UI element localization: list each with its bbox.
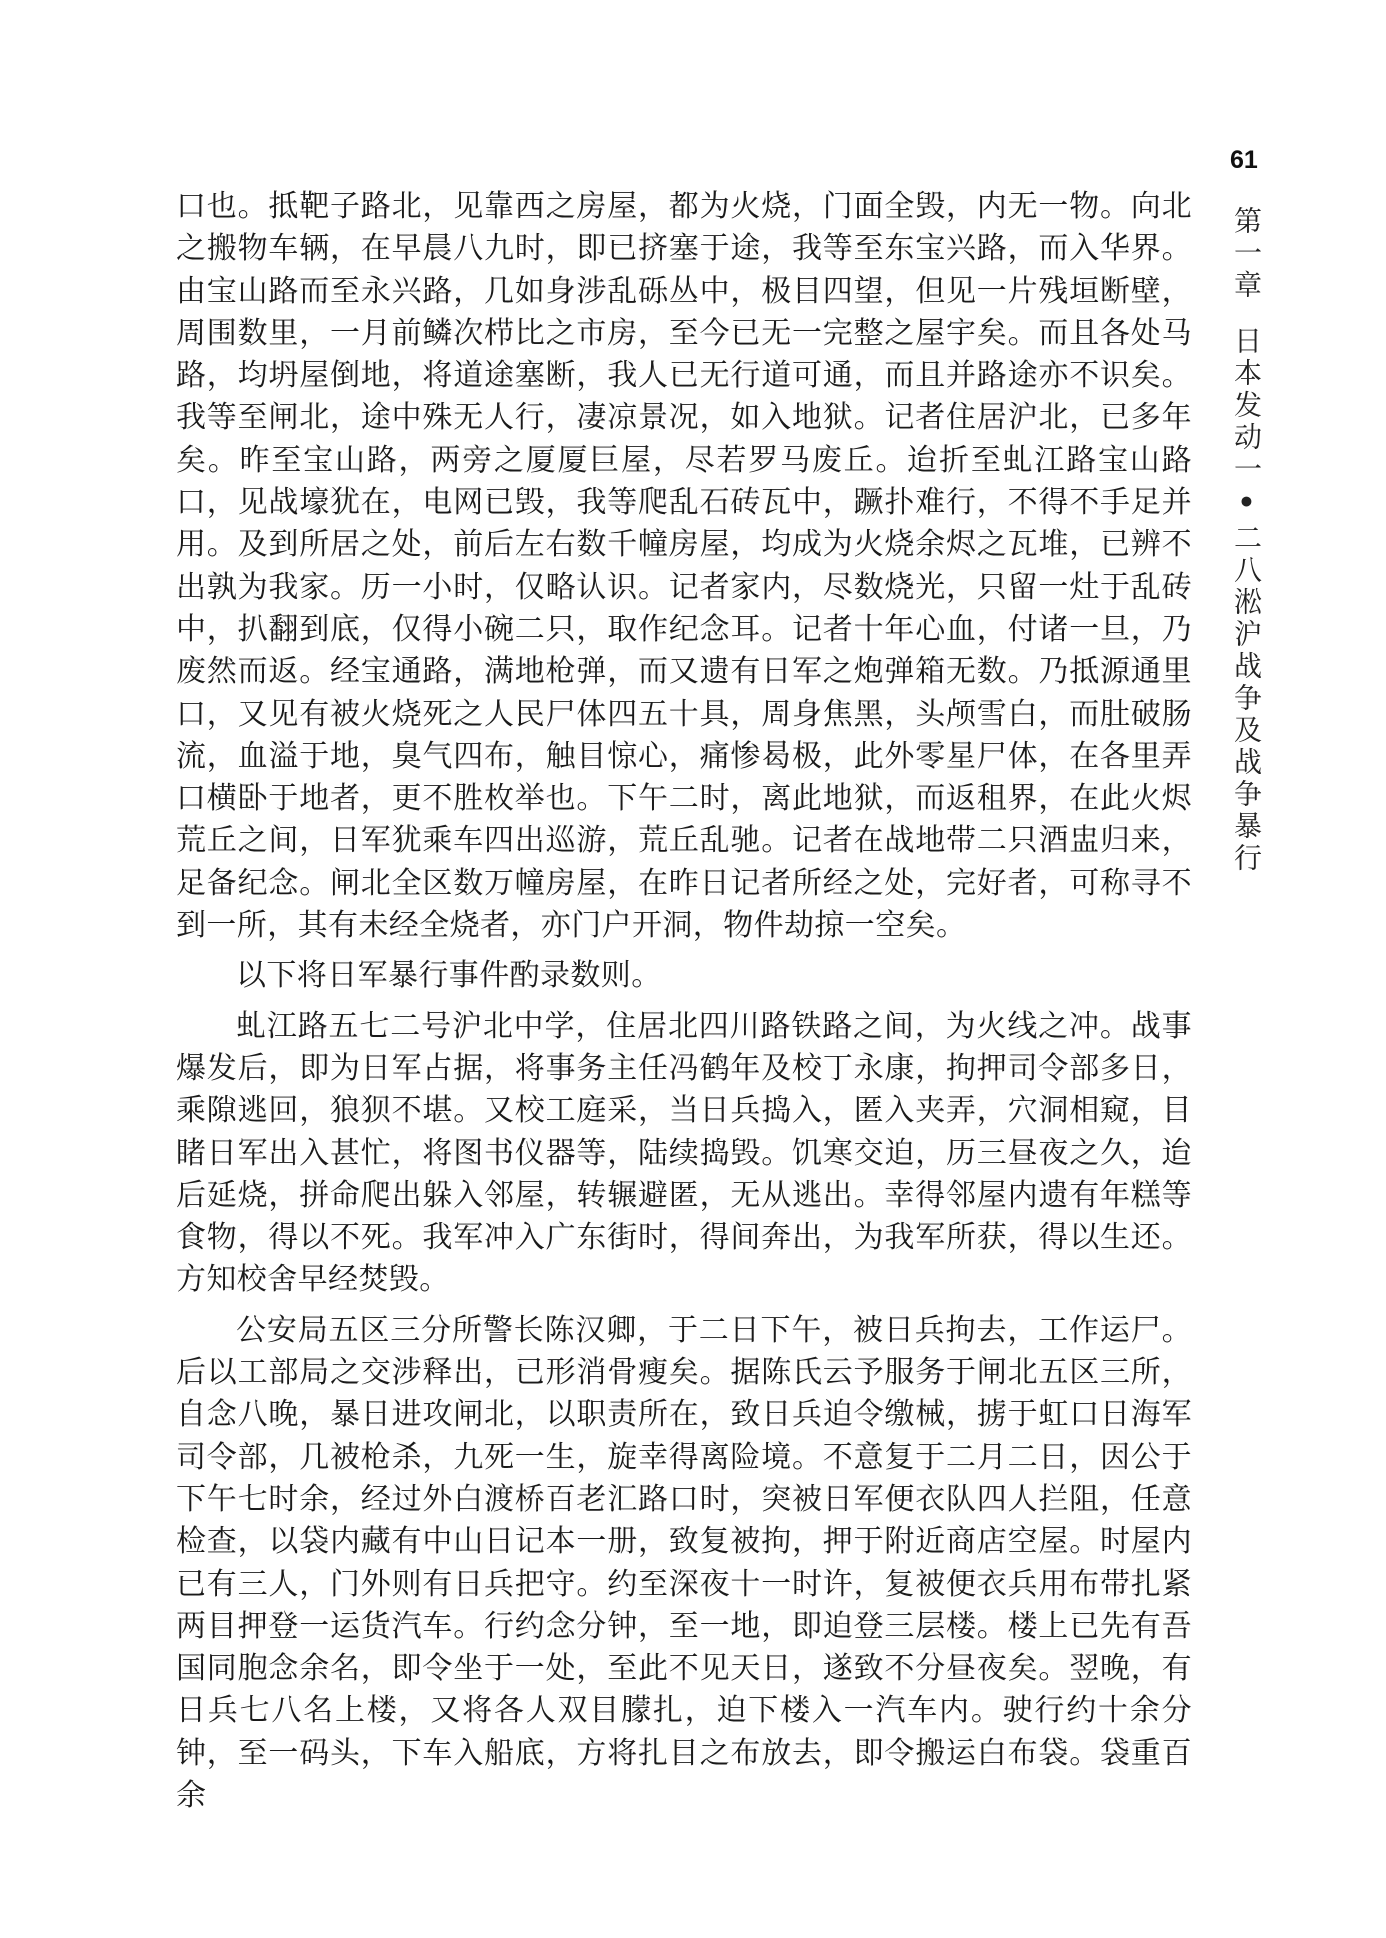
paragraph-school: 虬江路五七二号沪北中学，住居北四川路铁路之间，为火线之冲。战事爆发后，即为日军占据，将事务主任冯鹤年及校丁永康，拘押司令部多日，乘隙逃回，狼狈不堪。又校工庭采，当日兵捣入，匿入夹弄，穴洞相窥，目睹日军出入甚忙，将图书仪器等，陆续捣毁。饥寒交迫，历三昼夜之久，迨后延烧，拼命爬出躲入邻屋，转辗避匿，无从逃出。幸得邻屋内遗有年糕等食物，得以不死。我军冲入广东街时，得间奔出，为我军所获，得以生还。方知校舍早经焚毁。 bbox=[176, 1008, 1192, 1298]
body-text bbox=[176, 186, 1192, 1817]
chapter-label: 第一章 bbox=[1230, 206, 1263, 302]
paragraph-intro: 以下将日军暴行事件酌录数则。 bbox=[236, 958, 662, 994]
chapter-title: 日本发动一 bbox=[1230, 326, 1263, 486]
paragraph-police: 公安局五区三分所警长陈汉卿，于二日下午，被日兵拘去，工作运尸。后以工部局之交涉释出，已形消骨瘦矣。据陈氏云予服务于闸北五区三所，自念八晚，暴日进攻闸北，以职责所在，致日兵迫令缴械，掳于虹口日海军司令部，几被枪杀，九死一生，旋幸得离险境。不意复于二月二日，因公于下午七时余，经过外白渡桥百老汇路口时，突被日军便衣队四人拦阻，任意检查，以袋内藏有中山日记本一册，致复被拘，押于附近商店空屋。时屋内已有三人，门外则有日兵把守。约至深夜十一时许，复被便衣兵用布带扎紧两目押登一运货汽车。行约念分钟，至一地，即迫登三层楼。楼上已先有吾国同胞念余名，即令坐于一处，至此不见天日，遂致不分昼夜矣。翌晚，有日兵七八名上楼，又将各人双目朦扎，迫下楼入一汽车内。驶行约十余分钟，至一码头，下车入船底，方将扎目之布放去，即令搬运白布袋。袋重百余 bbox=[176, 1312, 1192, 1813]
header-separator: • bbox=[1230, 486, 1263, 523]
paragraph-continuation: 口也。抵靶子路北，见靠西之房屋，都为火烧，门面全毁，内无一物。向北之搬物车辆，在早晨八九时，即已挤塞于途，我等至东宝兴路，而入华界。由宝山路而至永兴路，几如身涉乱砾丛中，极目四望，但见一片残垣断壁，周围数里，一月前鳞次栉比之市房，至今已无一完整之屋宇矣。而且各处马路，均坍屋倒地，将道途塞断，我人已无行道可通，而且并路途亦不识矣。我等至闸北，途中殊无人行，凄凉景况，如入地狱。记者住居沪北，已多年矣。昨至宝山路，两旁之厦厦巨屋，尽若罗马废丘。迨折至虬江路宝山路口，见战壕犹在，电网已毁，我等爬乱石砖瓦中，蹶扑难行，不得不手足并用。及到所居之处，前后左右数千幢房屋，均成为火烧余烬之瓦堆，已辨不出孰为我家。历一小时，仅略认识。记者家内，尽数烧光，只留一灶于乱砖中，扒翻到底，仅得小碗二只，取作纪念耳。记者十年心血，付诸一旦，乃废然而返。经宝通路，满地枪弹，而又遗有日军之炮弹箱无数。乃抵源通里口，又见有被火烧死之人民尸体四五十具，周身焦黑，头颅雪白，而肚破肠流，血溢于地，臭气四布，触目惊心，痛惨曷极，此外零星尸体，在各里弄口横卧于地者，更不胜枚举也。下午二时，离此地狱，而返租界，在此火烬荒丘之间，日军犹乘车四出巡游，荒丘乱驰。记者在战地带二只酒盅归来，足备纪念。闸北全区数万幢房屋，在昨日记者所经之处，完好者，可称寻不到一所，其有未经全烧者，亦门户开洞，物件劫掠一空矣。 bbox=[176, 189, 1192, 944]
running-header bbox=[1226, 206, 1266, 875]
chapter-subtitle: 二八淞沪战争及战争暴行 bbox=[1230, 523, 1263, 875]
page-number: 61 bbox=[1230, 146, 1258, 174]
